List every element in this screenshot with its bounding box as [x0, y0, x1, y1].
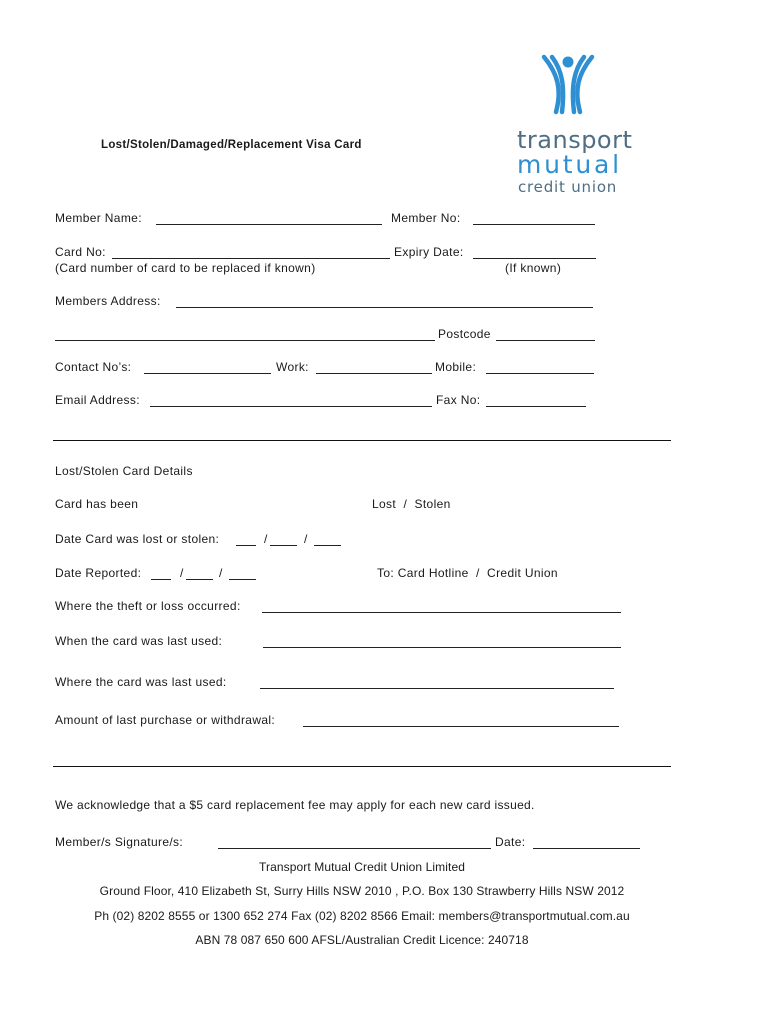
mobile-label: Mobile: — [435, 360, 477, 374]
amount-last-purchase-field[interactable] — [303, 726, 619, 727]
member-no-label: Member No: — [391, 211, 461, 225]
work-label: Work: — [276, 360, 309, 374]
date-lost-label: Date Card was lost or stolen: — [55, 532, 220, 546]
footer-company-name: Transport Mutual Credit Union Limited — [258, 860, 465, 874]
section-divider-2 — [53, 766, 671, 767]
date-reported-year-field[interactable] — [229, 579, 256, 580]
address-field-line2[interactable] — [55, 340, 435, 341]
where-theft-label: Where the theft or loss occurred: — [55, 599, 241, 613]
work-field[interactable] — [316, 373, 432, 374]
logo-text-mutual: mutual — [517, 150, 622, 179]
members-address-label: Members Address: — [55, 294, 161, 308]
amount-last-purchase-label: Amount of last purchase or withdrawal: — [55, 713, 276, 727]
logo-text-credit-union: credit union — [518, 178, 618, 196]
reported-to-options[interactable]: To: Card Hotline / Credit Union — [377, 566, 558, 580]
member-name-field[interactable] — [156, 224, 382, 225]
footer-address: Ground Floor, 410 Elizabeth St, Surry Hills NSW 2010 , P.O. Box 130 Strawberry Hills NSW 2012 — [99, 884, 625, 898]
expiry-date-label: Expiry Date: — [394, 245, 464, 259]
expiry-date-field[interactable] — [473, 258, 596, 259]
details-heading: Lost/Stolen Card Details — [55, 464, 193, 478]
logo-text-transport: transport — [517, 126, 633, 154]
contact-no-field[interactable] — [144, 373, 271, 374]
section-divider-1 — [53, 440, 671, 441]
signature-date-field[interactable] — [533, 848, 640, 849]
postcode-field[interactable] — [496, 340, 595, 341]
fax-no-label: Fax No: — [436, 393, 481, 407]
signature-label: Member/s Signature/s: — [55, 835, 184, 849]
date-reported-slash-1: / — [180, 566, 184, 580]
date-lost-slash-2: / — [304, 532, 308, 546]
contact-no-label: Contact No’s: — [55, 360, 132, 374]
email-address-label: Email Address: — [55, 393, 140, 407]
figure-logo-icon — [536, 54, 600, 116]
card-has-been-label: Card has been — [55, 497, 139, 511]
date-reported-slash-2: / — [219, 566, 223, 580]
member-name-label: Member Name: — [55, 211, 142, 225]
when-last-used-field[interactable] — [263, 647, 621, 648]
when-last-used-label: When the card was last used: — [55, 634, 223, 648]
mobile-field[interactable] — [486, 373, 594, 374]
lost-stolen-options[interactable]: Lost / Stolen — [372, 497, 451, 511]
card-no-field[interactable] — [112, 258, 390, 259]
signature-date-label: Date: — [495, 835, 526, 849]
footer-abn: ABN 78 087 650 600 AFSL/Australian Credit Licence: 240718 — [195, 933, 529, 947]
member-no-field[interactable] — [473, 224, 595, 225]
date-reported-month-field[interactable] — [186, 579, 213, 580]
footer-contact: Ph (02) 8202 8555 or 1300 652 274 Fax (02) 8202 8566 Email: members@transportmutual.com.au — [94, 909, 630, 923]
date-reported-label: Date Reported: — [55, 566, 142, 580]
date-lost-month-field[interactable] — [270, 545, 297, 546]
postcode-label: Postcode — [438, 327, 491, 341]
date-reported-day-field[interactable] — [151, 579, 171, 580]
card-no-note: (Card number of card to be replaced if known) — [55, 261, 316, 275]
form-title: Lost/Stolen/Damaged/Replacement Visa Card — [101, 139, 362, 151]
acknowledgement-text: We acknowledge that a $5 card replacement fee may apply for each new card issued. — [55, 798, 535, 812]
email-address-field[interactable] — [150, 406, 432, 407]
date-lost-year-field[interactable] — [314, 545, 341, 546]
card-no-label: Card No: — [55, 245, 106, 259]
address-field-line1[interactable] — [176, 307, 593, 308]
where-last-used-field[interactable] — [260, 688, 614, 689]
date-lost-slash-1: / — [264, 532, 268, 546]
signature-field[interactable] — [218, 848, 491, 849]
fax-no-field[interactable] — [486, 406, 586, 407]
expiry-note: (If known) — [505, 261, 562, 275]
date-lost-day-field[interactable] — [236, 545, 256, 546]
where-last-used-label: Where the card was last used: — [55, 675, 227, 689]
where-theft-field[interactable] — [262, 612, 621, 613]
